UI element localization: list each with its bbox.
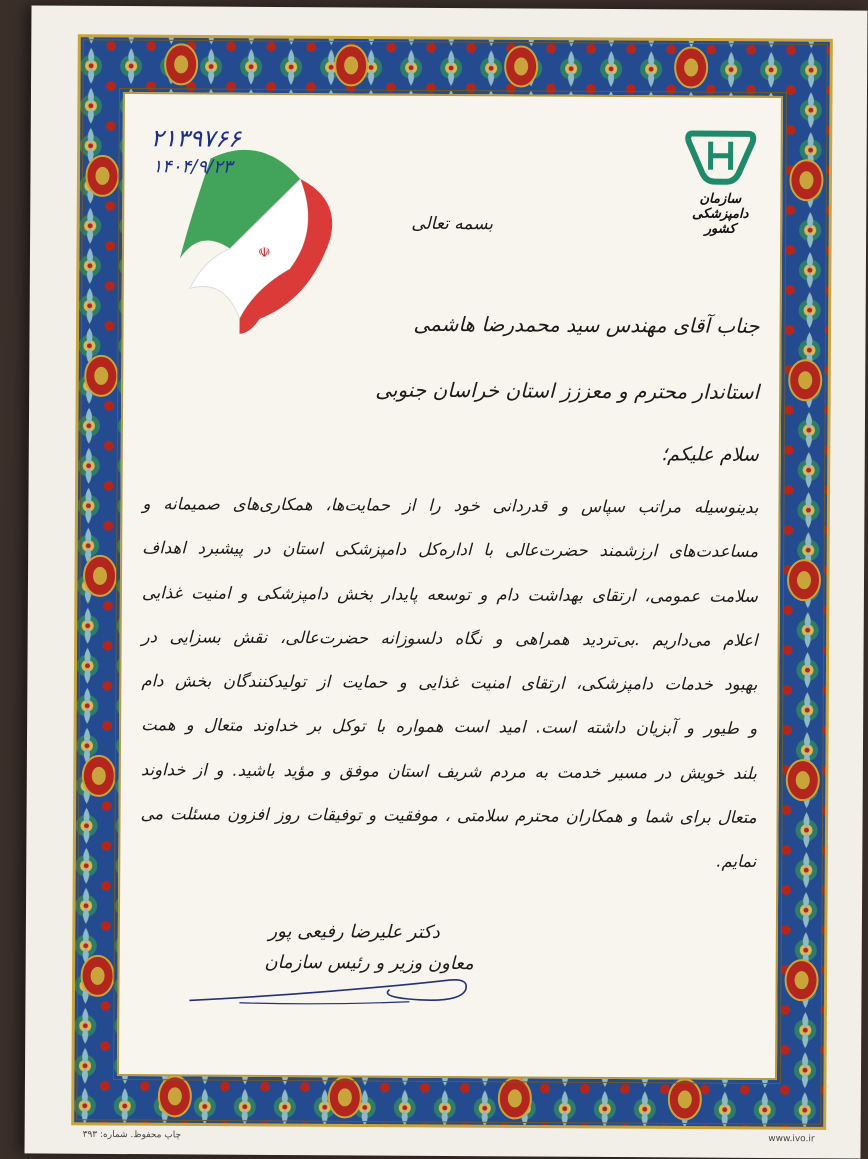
border-medallion bbox=[787, 760, 819, 800]
border-medallion bbox=[505, 46, 537, 86]
body-line: متعال برای شما و همکاران محترم سلامتی ، موفقیت و توفیقات روز افزون مسئلت می bbox=[140, 804, 757, 827]
border-medallion bbox=[329, 1077, 361, 1117]
body-line: بلند خویش در مسیر خدمت به مردم شریف استان موفق و مؤید باشید. و از خداوند bbox=[140, 759, 757, 783]
registration-date: ۱۴۰۴/۹/۲۳ bbox=[152, 156, 233, 178]
signer-title: معاون وزیر و رئیس سازمان bbox=[264, 951, 474, 975]
body-line: و طیور و آبزیان داشته است. امید است همواره با توکل بر خداوند متعال و همت bbox=[141, 715, 758, 739]
border-medallion bbox=[788, 560, 820, 600]
border-medallion bbox=[159, 1076, 191, 1116]
body-line: نمایم. bbox=[716, 852, 757, 872]
svg-text:☫: ☫ bbox=[257, 244, 271, 261]
registration-number: ۲۱۳۹۷۶۶ bbox=[150, 124, 242, 153]
signature-scribble bbox=[179, 960, 479, 1012]
letter-body-area bbox=[117, 92, 783, 1080]
border-medallion bbox=[335, 45, 367, 85]
recipient-title: استاندار محترم و معززز استان خراسان جنوبی bbox=[375, 377, 760, 404]
footer-print-note: چاپ محفوظ. شماره: ۳۹۳ bbox=[82, 1129, 182, 1141]
border-medallion bbox=[85, 356, 117, 396]
border-medallion bbox=[785, 960, 817, 1000]
basmala-heading: بسمه تعالی bbox=[411, 213, 494, 235]
body-line: بدینوسیله مراتب سپاس و قدردانی خود را از حمایت‌ها، همکاری‌های صمیمانه و bbox=[142, 494, 759, 517]
logo-caption: سازمان دامپزشکی کشور bbox=[692, 191, 749, 237]
border-medallion bbox=[84, 556, 116, 596]
border-medallion bbox=[83, 756, 115, 796]
border-medallion bbox=[81, 956, 113, 996]
body-line: اعلام می‌داریم .بی‌تردید همراهی و نگاه دلسوزانه حضرت‌عالی، نقش بسزایی در bbox=[141, 627, 758, 650]
border-medallion bbox=[499, 1078, 531, 1118]
border-medallion bbox=[789, 360, 821, 400]
border-medallion bbox=[669, 1079, 701, 1119]
signature-block bbox=[190, 920, 510, 974]
greeting: سلام علیکم؛ bbox=[661, 443, 759, 466]
border-medallion bbox=[790, 160, 822, 200]
body-line: بهبود خدمات دامپزشکی، ارتقای امنیت غذایی و حمایت از تولیدکنندگان بخش دام bbox=[141, 671, 758, 695]
border-medallion bbox=[86, 156, 118, 196]
footer-website: www.ivo.ir bbox=[768, 1133, 815, 1145]
border-medallion bbox=[675, 47, 707, 87]
body-line: مساعدت‌های ارزشمند حضرت‌عالی با اداره‌کل دامپزشکی استان در پیشبرد اهداف bbox=[142, 538, 759, 562]
letter-body bbox=[140, 482, 758, 884]
organization-logo-icon bbox=[680, 129, 760, 185]
letter-sheet bbox=[25, 5, 868, 1158]
body-line: سلامت عمومی، ارتقای بهداشت دام و توسعه پایدار بخش دامپزشکی و امنیت غذایی bbox=[141, 582, 758, 606]
signer-name: دکتر علیرضا رفیعی پور bbox=[268, 920, 440, 943]
recipient-name: جناب آقای مهندس سید محمدرضا هاشمی bbox=[413, 311, 760, 338]
border-medallion bbox=[165, 44, 197, 84]
